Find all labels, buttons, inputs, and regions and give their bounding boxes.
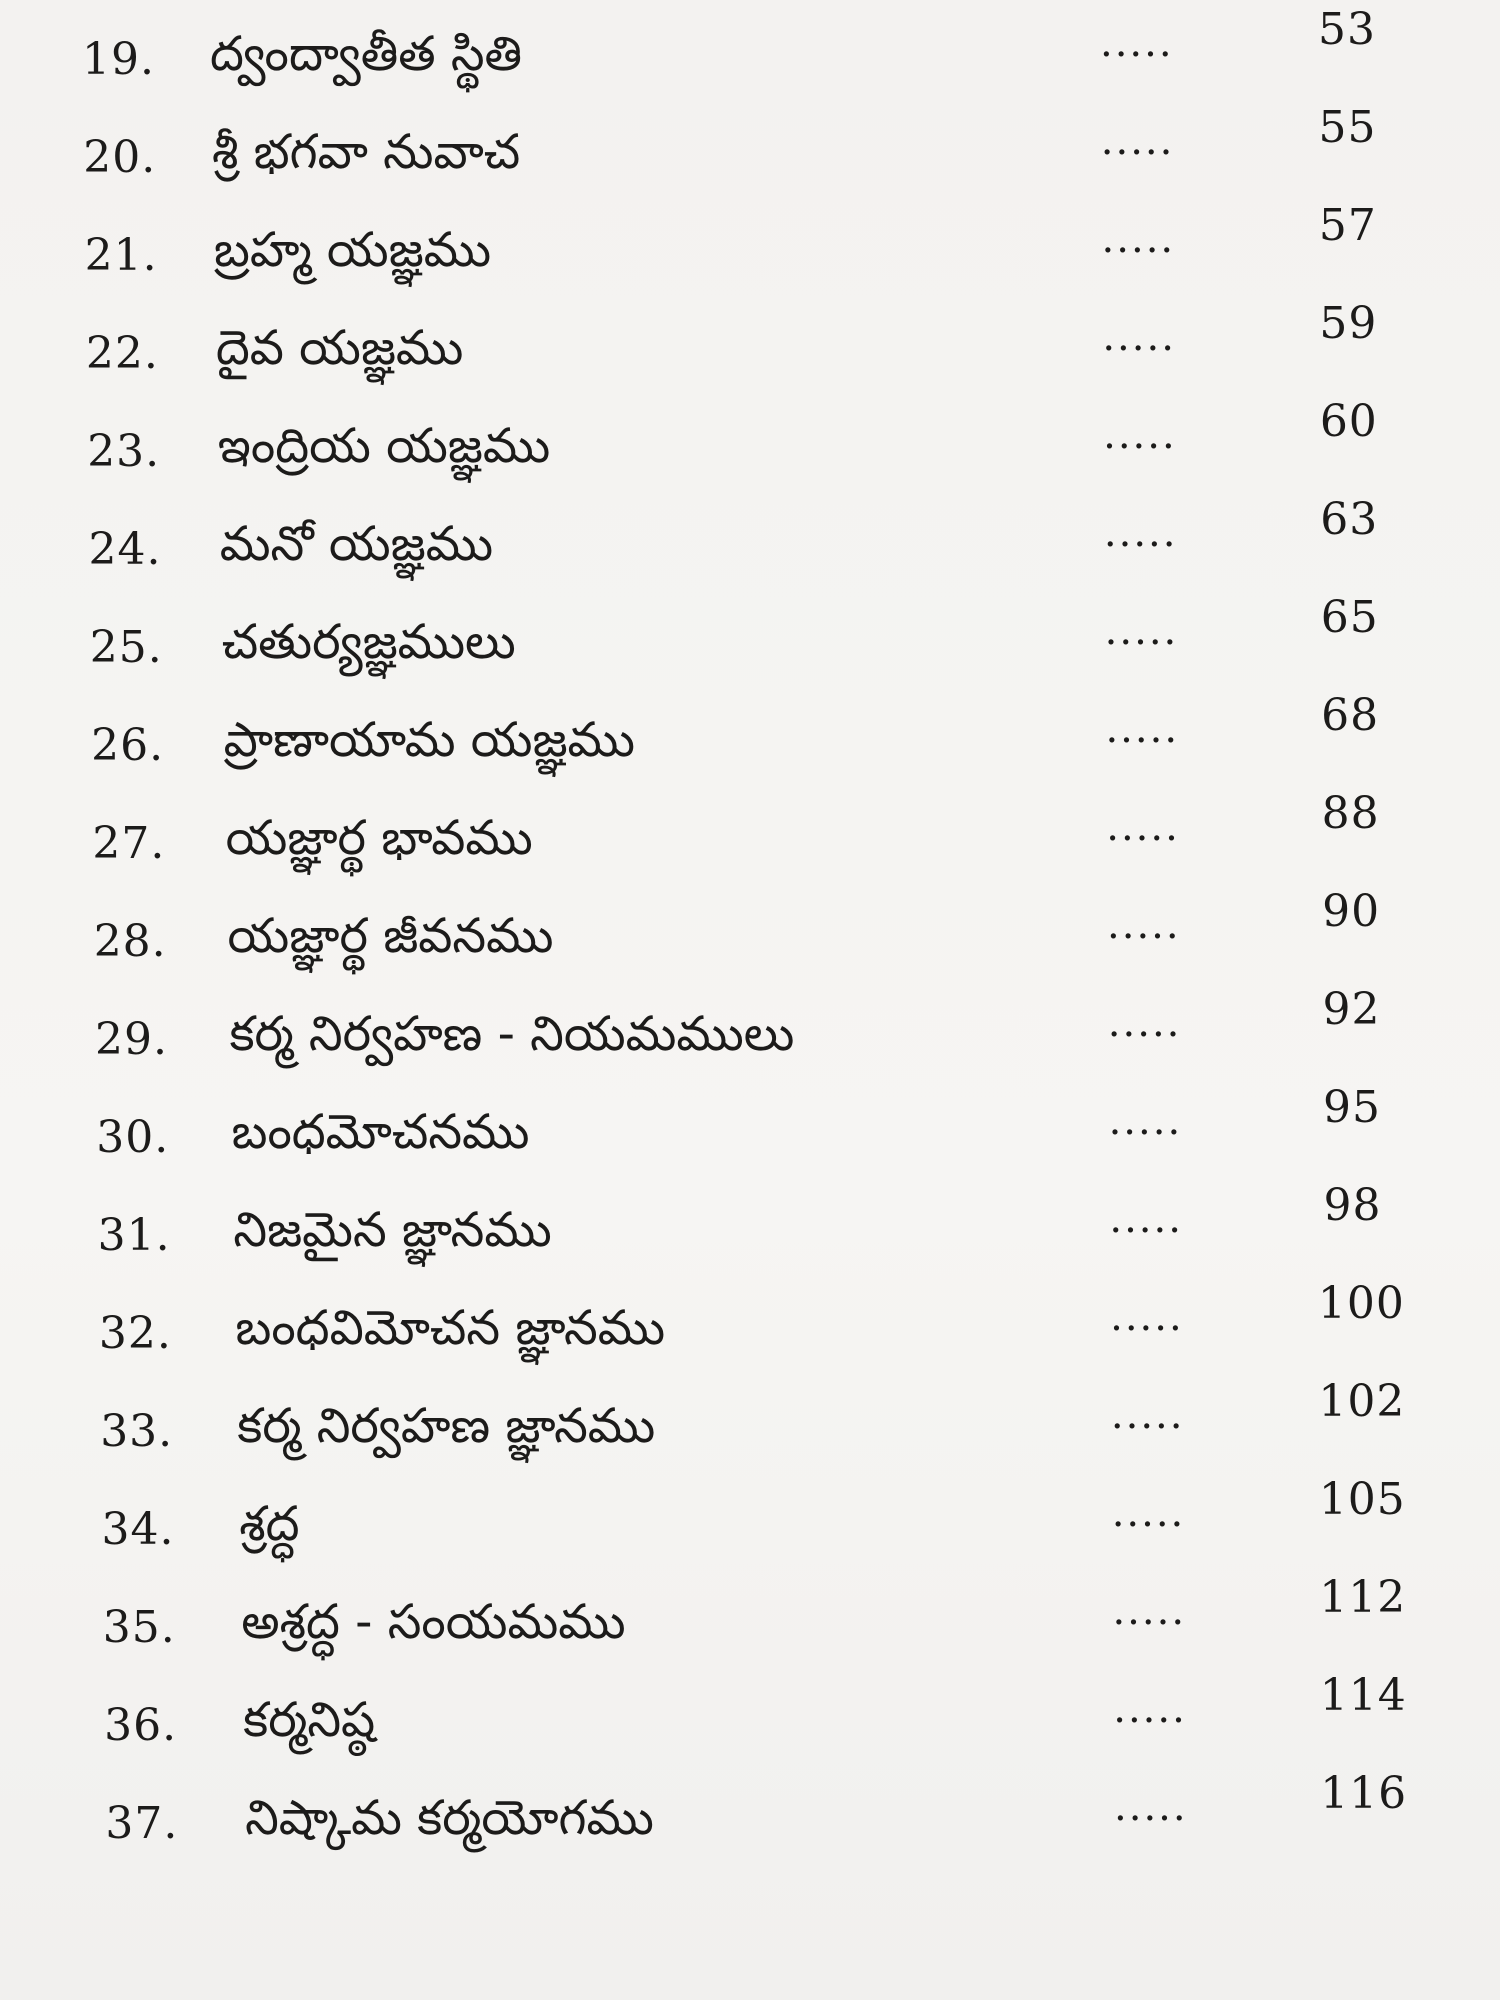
page-number: 112 (1319, 1572, 1407, 1623)
dot-leader: ..... (1100, 20, 1174, 66)
toc-entry (0, 298, 1500, 404)
entry-number: 30. (96, 1112, 170, 1163)
toc-entry (0, 592, 1500, 698)
entry-title: యజ్ఞార్థ భావము (225, 810, 533, 866)
toc-entry (0, 1474, 1500, 1580)
toc-entry (0, 1768, 1500, 1874)
entry-number: 34. (101, 1504, 175, 1555)
entry-title: మనో యజ్ఞము (219, 516, 494, 572)
entry-title: నిష్కామ కర్మయోగము (245, 1790, 654, 1846)
entry-title: కర్మ నిర్వహణ జ్ఞానము (237, 1398, 656, 1454)
entry-title: కర్మనిష్ఠ (243, 1692, 376, 1748)
page-number: 55 (1318, 102, 1377, 153)
page-number: 57 (1318, 200, 1377, 251)
entry-title: నిజమైన జ్ఞానము (233, 1202, 552, 1258)
dot-leader: ..... (1101, 216, 1176, 262)
entry-title: బంధవిమోచన జ్ఞానము (235, 1300, 666, 1356)
toc-entry (0, 102, 1500, 208)
page-number: 116 (1320, 1768, 1408, 1819)
dot-leader: ..... (1112, 1588, 1187, 1634)
entry-number: 25. (89, 622, 163, 673)
toc-entry (0, 984, 1500, 1090)
entry-number: 22. (85, 328, 159, 379)
page-number: 114 (1319, 1670, 1407, 1721)
entry-title: ఇంద్రియ యజ్ఞము (217, 418, 551, 474)
entry-number: 19. (82, 34, 155, 85)
dot-leader: ..... (1100, 118, 1175, 164)
entry-title: ప్రాణాయామ యజ్ఞము (223, 712, 635, 768)
dot-leader: ..... (1105, 706, 1180, 752)
toc-entry (0, 200, 1500, 306)
entry-number: 27. (92, 818, 166, 869)
toc-entry (0, 1180, 1500, 1286)
entry-title: దైవ యజ్ఞము (215, 320, 464, 376)
entry-number: 33. (100, 1406, 174, 1457)
entry-number: 28. (93, 916, 167, 967)
entry-number: 24. (88, 524, 162, 575)
entry-title: బ్రహ్మ యజ్ఞము (213, 222, 492, 278)
entry-number: 21. (84, 230, 158, 281)
entry-title: కర్మ నిర్వహణ - నియమములు (229, 1006, 795, 1062)
toc-entry (0, 1082, 1500, 1188)
dot-leader: ..... (1111, 1490, 1186, 1536)
dot-leader: ..... (1107, 1000, 1182, 1046)
toc-entry (0, 396, 1500, 502)
page-number: 100 (1317, 1278, 1405, 1329)
toc-entry (0, 788, 1500, 894)
entry-number: 23. (87, 426, 161, 477)
dot-leader: ..... (1109, 1196, 1183, 1242)
page-number: 102 (1318, 1376, 1406, 1427)
dot-leader: ..... (1103, 412, 1177, 458)
page-number: 59 (1319, 298, 1378, 349)
entry-number: 26. (91, 720, 165, 771)
page-number: 53 (1318, 4, 1376, 55)
entry-title: శ్రీ భగవా నువాచ (211, 124, 521, 180)
page-number: 63 (1320, 494, 1379, 545)
dot-leader: ..... (1113, 1686, 1187, 1732)
dot-leader: ..... (1107, 902, 1181, 948)
dot-leader: ..... (1110, 1294, 1184, 1340)
toc-entry (0, 494, 1500, 600)
dot-leader: ..... (1103, 510, 1178, 556)
page-number: 92 (1322, 984, 1381, 1035)
entry-number: 36. (104, 1700, 178, 1751)
page-number: 98 (1323, 1180, 1382, 1231)
toc-entry (0, 1670, 1500, 1776)
dot-leader: ..... (1114, 1784, 1188, 1830)
entry-title: శ్రద్ధ (239, 1496, 300, 1552)
page-number: 90 (1322, 886, 1381, 937)
entry-title: యజ్ఞార్థ జీవనము (227, 908, 554, 964)
entry-number: 31. (97, 1210, 171, 1261)
entry-number: 37. (105, 1798, 179, 1849)
entry-number: 35. (102, 1602, 176, 1653)
entry-title: ద్వంద్వాతీత స్థితి (210, 26, 523, 82)
dot-leader: ..... (1106, 804, 1180, 850)
entry-title: బంధమోచనము (231, 1104, 530, 1160)
toc-entry (0, 1376, 1500, 1482)
toc-entry (0, 690, 1500, 796)
entry-number: 32. (98, 1308, 172, 1359)
toc-entry (0, 886, 1500, 992)
entry-number: 20. (83, 132, 157, 183)
page-number: 60 (1319, 396, 1378, 447)
dot-leader: ..... (1102, 314, 1176, 360)
page-number: 95 (1323, 1082, 1381, 1133)
page-number: 88 (1321, 788, 1380, 839)
entry-title: అశ్రద్ధ - సంయమము (241, 1594, 626, 1650)
page-number: 65 (1320, 592, 1379, 643)
entry-number: 29. (95, 1014, 168, 1065)
page-number: 105 (1318, 1474, 1406, 1525)
toc-entry (0, 4, 1500, 110)
dot-leader: ..... (1108, 1098, 1183, 1144)
dot-leader: ..... (1110, 1392, 1185, 1438)
toc-entry (0, 1572, 1500, 1678)
page-number: 68 (1321, 690, 1380, 741)
entry-title: చతుర్యజ్ఞములు (221, 614, 516, 670)
dot-leader: ..... (1104, 608, 1179, 654)
toc-entry (0, 1278, 1500, 1384)
